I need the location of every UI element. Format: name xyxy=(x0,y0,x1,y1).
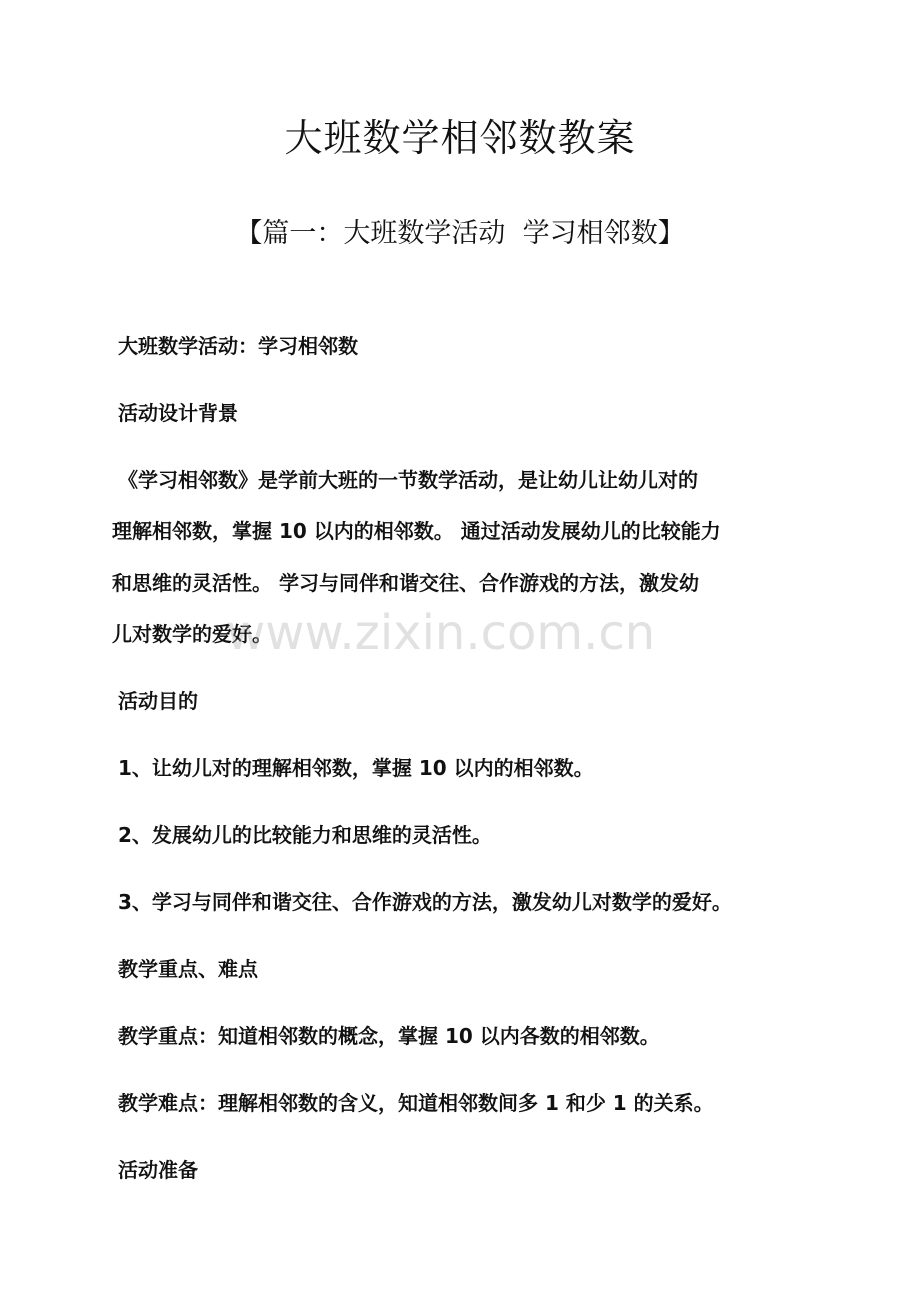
goal-item-2: 2、发展幼儿的比较能力和思维的灵活性。 xyxy=(118,823,492,847)
key-point: 教学重点：知道相邻数的概念，掌握 10 以内各数的相邻数。 xyxy=(118,1024,660,1048)
section-heading: 【篇一：大班数学活动 学习相邻数】 xyxy=(235,218,685,249)
heading-preparation: 活动准备 xyxy=(118,1158,198,1182)
background-paragraph-line-1: 《学习相邻数》是学前大班的一节数学活动，是让幼儿让幼儿对的 xyxy=(118,468,698,492)
document-title: 大班数学相邻数教案 xyxy=(284,116,636,160)
difficult-point: 教学难点：理解相邻数的含义，知道相邻数间多 1 和少 1 的关系。 xyxy=(118,1091,714,1115)
goal-item-3: 3、学习与同伴和谐交往、合作游戏的方法，激发幼儿对数学的爱好。 xyxy=(118,890,732,914)
background-paragraph-line-2: 理解相邻数，掌握 10 以内的相邻数。 通过活动发展幼儿的比较能力 xyxy=(112,519,721,543)
background-paragraph-line-4: 儿对数学的爱好。 xyxy=(112,622,272,646)
activity-name: 大班数学活动：学习相邻数 xyxy=(118,334,358,358)
goal-item-1: 1、让幼儿对的理解相邻数，掌握 10 以内的相邻数。 xyxy=(118,756,594,780)
background-paragraph-line-3: 和思维的灵活性。 学习与同伴和谐交往、合作游戏的方法，激发幼 xyxy=(112,571,699,595)
heading-goals: 活动目的 xyxy=(118,689,198,713)
heading-background: 活动设计背景 xyxy=(118,401,238,425)
watermark: www.zixin.com.cn xyxy=(226,605,656,661)
heading-key-points: 教学重点、难点 xyxy=(118,957,258,981)
